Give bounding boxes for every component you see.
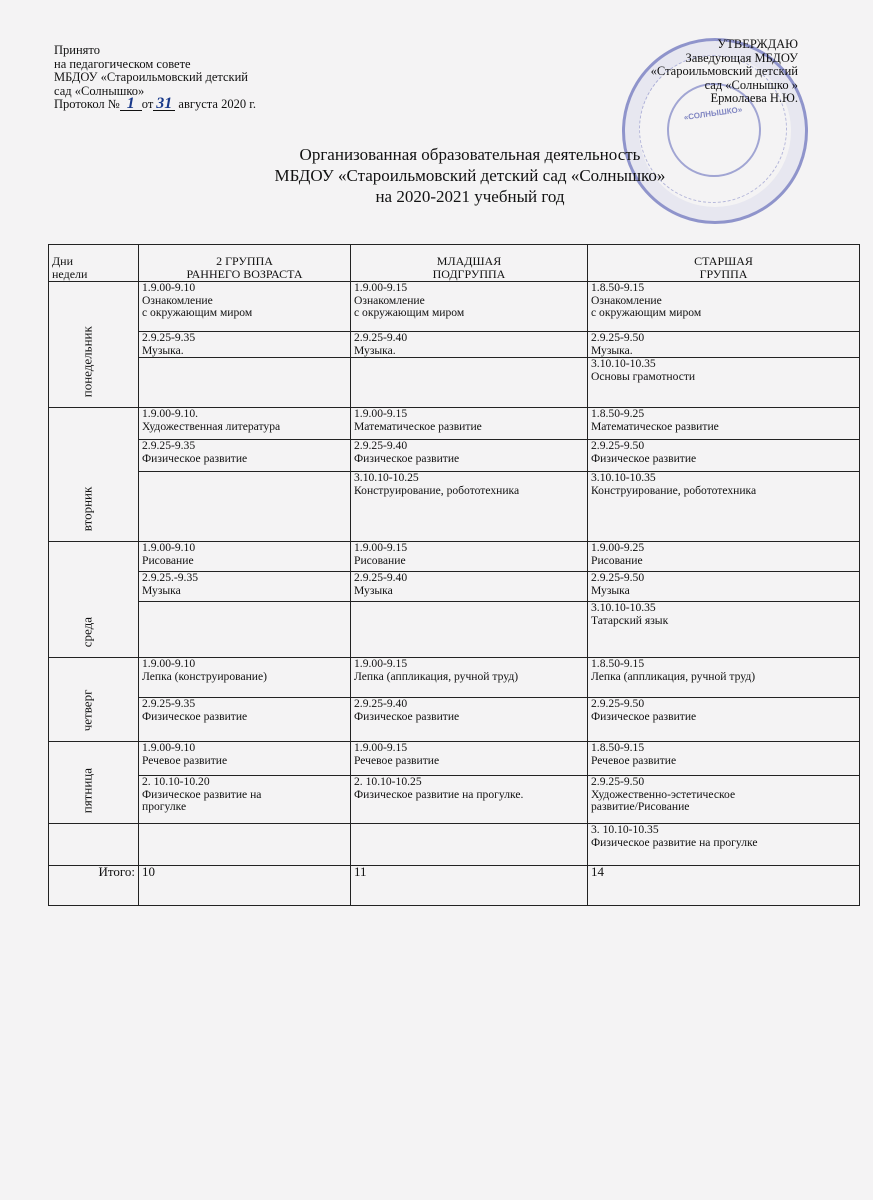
activity-time: 1.9.00-9.10 — [142, 741, 196, 754]
total-row — [49, 866, 860, 906]
activity-name: Речевое развитие — [591, 753, 677, 767]
cell-junior — [351, 824, 588, 866]
header-group-senior: СТАРШАЯ ГРУППА — [588, 245, 860, 282]
left-line-1: Принято — [54, 43, 100, 57]
right-line-3: «Староильмовский детский — [650, 64, 798, 78]
activity-time: 3.10.10-10.35 — [591, 357, 656, 370]
protocol-day: 31 — [153, 98, 175, 111]
activity-name: с окружающим миром — [354, 306, 465, 319]
activity-name: Рисование — [354, 553, 406, 567]
day-label: понедельник — [79, 325, 94, 397]
cell-early — [139, 572, 351, 602]
activity-time: 3.10.10-10.35 — [591, 471, 656, 484]
cell-senior — [588, 408, 860, 440]
activity-name: Музыка — [142, 583, 181, 597]
activity-name: Музыка. — [142, 343, 184, 357]
table-row — [49, 408, 860, 440]
header-group-junior: МЛАДШАЯ ПОДГРУППА — [351, 245, 588, 282]
cell-junior — [351, 472, 588, 542]
document-title — [120, 144, 820, 207]
cell-junior — [351, 572, 588, 602]
cell-early — [139, 698, 351, 742]
activity-time: 2.9.25.-9.35 — [142, 571, 199, 584]
day-label: вторник — [79, 486, 94, 531]
activity-name: Физическое развитие — [142, 451, 248, 465]
activity-name: Физическое развитие — [354, 451, 460, 465]
cell-junior — [351, 440, 588, 472]
left-line-4: сад «Солнышко» — [54, 83, 145, 98]
activity-time: 1.9.00-9.15 — [354, 541, 408, 554]
table-row — [49, 824, 860, 866]
activity-name: Художественно-эстетическое — [591, 787, 736, 801]
table-row — [49, 742, 860, 776]
activity-time: 2.9.25-9.40 — [354, 331, 408, 344]
cell-early — [139, 440, 351, 472]
activity-time: 3. 10.10-10.35 — [591, 823, 659, 836]
activity-name: прогулке — [142, 800, 187, 813]
activity-time: 1.9.00-9.15 — [354, 407, 408, 420]
schedule-body — [49, 282, 860, 866]
activity-time: 2. 10.10-10.20 — [142, 775, 210, 788]
cell-senior — [588, 776, 860, 824]
table-row — [49, 602, 860, 658]
activity-name: Ознакомление — [354, 293, 425, 307]
protocol-from: от — [141, 97, 154, 111]
cell-senior — [588, 332, 860, 358]
activity-name: Музыка. — [354, 343, 396, 357]
cell-senior — [588, 358, 860, 408]
activity-name: Татарский язык — [591, 613, 669, 627]
day-friday — [49, 742, 139, 824]
table-row — [49, 440, 860, 472]
cell-early — [139, 602, 351, 658]
activity-time: 2.9.25-9.35 — [142, 331, 196, 344]
approval-block-left — [54, 44, 256, 112]
right-line-1: УТВЕРЖДАЮ — [717, 37, 798, 51]
stamp-text: «СОЛНЫШКО» — [683, 104, 743, 123]
activity-name: Речевое развитие — [354, 753, 440, 767]
cell-early — [139, 408, 351, 440]
header-days: Дни недели — [49, 245, 139, 282]
activity-name: Лепка (конструирование) — [142, 669, 268, 683]
activity-time: 2.9.25-9.50 — [591, 775, 645, 788]
activity-time: 1.9.00-9.25 — [591, 541, 645, 554]
activity-name: Рисование — [591, 553, 643, 567]
cell-senior — [588, 824, 860, 866]
activity-time: 1.9.00-9.10 — [142, 281, 196, 294]
cell-early — [139, 358, 351, 408]
left-line-3: МБДОУ «Староильмовский детский — [54, 70, 248, 84]
cell-junior — [351, 282, 588, 332]
header-group-early: 2 ГРУППА РАННЕГО ВОЗРАСТА — [139, 245, 351, 282]
cell-senior — [588, 602, 860, 658]
activity-time: 1.8.50-9.25 — [591, 407, 645, 420]
activity-time: 1.8.50-9.15 — [591, 657, 645, 670]
activity-name: Физическое развитие — [142, 709, 248, 723]
protocol-number: 1 — [120, 98, 142, 111]
activity-time: 1.9.00-9.15 — [354, 281, 408, 294]
cell-junior — [351, 332, 588, 358]
activity-name: Физическое развитие — [591, 709, 697, 723]
cell-junior — [351, 408, 588, 440]
activity-name: Физическое развитие на — [142, 787, 262, 801]
cell-senior — [588, 472, 860, 542]
cell-early — [139, 282, 351, 332]
day-tuesday — [49, 408, 139, 542]
cell-senior — [588, 572, 860, 602]
cell-senior — [588, 658, 860, 698]
activity-time: 2.9.25-9.35 — [142, 439, 196, 452]
activity-time: 2.9.25-9.40 — [354, 697, 408, 710]
table-row — [49, 472, 860, 542]
schedule-table — [48, 244, 860, 906]
cell-early — [139, 658, 351, 698]
activity-name: развитие/Рисование — [591, 800, 690, 813]
cell-senior — [588, 742, 860, 776]
activity-name: Речевое развитие — [142, 753, 228, 767]
approval-block-right — [651, 38, 798, 106]
protocol-line — [54, 95, 257, 112]
cell-junior — [351, 698, 588, 742]
day-monday — [49, 282, 139, 408]
activity-time: 1.9.00-9.15 — [354, 657, 408, 670]
activity-time: 1.9.00-9.10 — [142, 541, 196, 554]
total-label: Итого: — [49, 866, 139, 906]
total-senior: 14 — [588, 866, 860, 906]
table-row — [49, 282, 860, 332]
activity-time: 2.9.25-9.40 — [354, 439, 408, 452]
cell-early — [139, 542, 351, 572]
activity-time: 2.9.25-9.35 — [142, 697, 196, 710]
cell-early — [139, 742, 351, 776]
right-line-4: сад «Солнышко » — [704, 77, 798, 92]
activity-name: Художественная литература — [142, 419, 281, 433]
activity-name: Физическое развитие на прогулке — [591, 835, 758, 849]
activity-name: с окружающим миром — [142, 306, 253, 319]
protocol-prefix: Протокол № — [54, 97, 120, 111]
day-thursday — [49, 658, 139, 742]
activity-time: 1.8.50-9.15 — [591, 741, 645, 754]
activity-name: с окружающим миром — [591, 306, 702, 319]
activity-name: Музыка. — [591, 343, 633, 357]
right-line-5: Ермолаева Н.Ю. — [710, 91, 798, 105]
activity-name: Математическое развитие — [591, 419, 719, 433]
activity-name: Физическое развитие — [354, 709, 460, 723]
activity-name: Музыка — [591, 583, 630, 597]
activity-name: Физическое развитие — [591, 451, 697, 465]
cell-senior — [588, 542, 860, 572]
activity-time: 3.10.10-10.25 — [354, 471, 419, 484]
table-row — [49, 698, 860, 742]
day-wednesday — [49, 542, 139, 658]
activity-name: Конструирование, робототехника — [591, 483, 757, 497]
activity-name: Конструирование, робототехника — [354, 483, 520, 497]
activity-time: 3.10.10-10.35 — [591, 601, 656, 614]
cell-junior — [351, 742, 588, 776]
title-line-3: на 2020-2021 учебный год — [375, 187, 565, 206]
activity-time: 2. 10.10-10.25 — [354, 775, 422, 788]
activity-time: 1.9.00-9.10 — [142, 657, 196, 670]
cell-junior — [351, 776, 588, 824]
header-row — [49, 245, 860, 282]
cell-junior — [351, 358, 588, 408]
total-early: 10 — [139, 866, 351, 906]
table-row — [49, 658, 860, 698]
activity-name: Лепка (аппликация, ручной труд) — [354, 669, 519, 683]
activity-time: 2.9.25-9.50 — [591, 571, 645, 584]
total-junior: 11 — [351, 866, 588, 906]
activity-time: 2.9.25-9.50 — [591, 331, 645, 344]
activity-name: Ознакомление — [591, 293, 662, 307]
cell-senior — [588, 698, 860, 742]
activity-name: Математическое развитие — [354, 419, 482, 433]
day-label: четверг — [79, 689, 94, 731]
day-label: пятница — [79, 767, 94, 813]
left-line-2: на педагогическом совете — [54, 56, 191, 71]
cell-early — [139, 776, 351, 824]
cell-senior — [588, 282, 860, 332]
table-row — [49, 358, 860, 408]
table-row — [49, 572, 860, 602]
activity-name: Лепка (аппликация, ручной труд) — [591, 669, 756, 683]
cell-junior — [351, 658, 588, 698]
activity-name: Ознакомление — [142, 293, 213, 307]
protocol-suffix: августа 2020 г. — [178, 97, 257, 111]
table-row — [49, 776, 860, 824]
table-row — [49, 542, 860, 572]
cell-early — [139, 472, 351, 542]
title-line-1: Организованная образовательная деятельность — [299, 145, 641, 164]
cell-early — [139, 332, 351, 358]
activity-time: 2.9.25-9.50 — [591, 697, 645, 710]
activity-name: Музыка — [354, 583, 393, 597]
activity-time: 1.9.00-9.10. — [142, 407, 199, 420]
activity-name: Основы грамотности — [591, 369, 696, 383]
cell-senior — [588, 440, 860, 472]
activity-time: 1.8.50-9.15 — [591, 281, 645, 294]
day-label: среда — [79, 616, 94, 647]
title-line-2: МБДОУ «Староильмовский детский сад «Солнышко» — [274, 166, 666, 185]
table-row — [49, 332, 860, 358]
cell-junior — [351, 542, 588, 572]
right-line-2: Заведующая МБДОУ — [685, 50, 798, 65]
activity-time: 1.9.00-9.15 — [354, 741, 408, 754]
activity-name: Рисование — [142, 553, 194, 567]
empty-day-cell — [49, 824, 139, 866]
activity-time: 2.9.25-9.40 — [354, 571, 408, 584]
cell-early — [139, 824, 351, 866]
activity-name: Физическое развитие на прогулке. — [354, 787, 524, 801]
activity-time: 2.9.25-9.50 — [591, 439, 645, 452]
cell-junior — [351, 602, 588, 658]
